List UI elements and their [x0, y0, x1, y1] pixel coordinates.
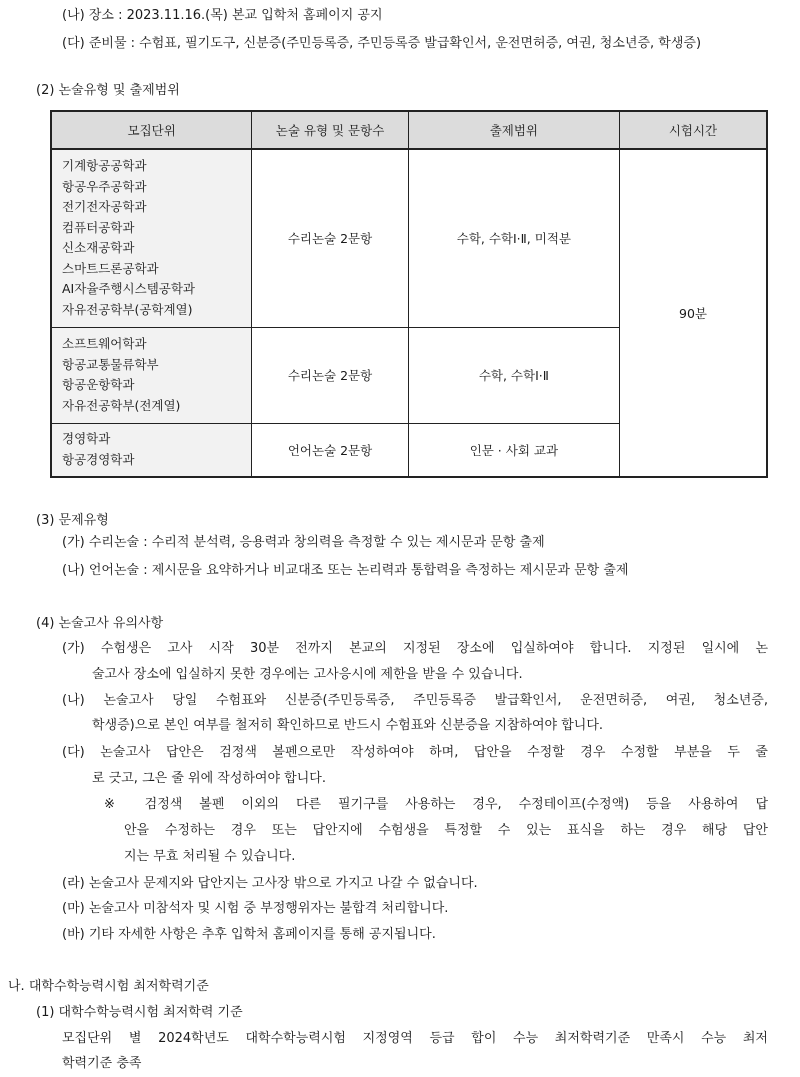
notice-da-line2: 로 긋고, 그은 줄 위에 작성하여야 합니다.	[92, 771, 326, 786]
notice-ra: (라) 논술고사 문제지와 답안지는 고사장 밖으로 가지고 나갈 수 없습니다.	[62, 876, 478, 891]
notice-ga-line2: 술고사 장소에 입실하지 못한 경우에는 고사응시에 제한을 받을 수 있습니다.	[92, 667, 523, 682]
notice-da-line1: (다) 논술고사 답안은 검정색 볼펜으로만 작성하여야 하며, 답안을 수정할 경우 수정할 부분을 두 줄	[62, 745, 768, 760]
notice-na-line2: 학생증)으로 본인 여부를 철저히 확인하므로 반드시 수험표와 신분증을 지참하여야 합니다.	[92, 718, 604, 733]
unit-item: AI자율주행시스템공학과	[62, 281, 195, 297]
unit-item: 기계항공공학과	[62, 158, 147, 174]
question-type-math: (가) 수리논술 : 수리적 분석력, 응용력과 창의력을 측정할 수 있는 제시문과 문항 출제	[62, 535, 545, 550]
notice-na-line1: (나) 논술고사 당일 수험표와 신분증(주민등록증, 주민등록증 발급확인서, 운전면허증, 여권, 청소년증,	[62, 693, 768, 708]
unit-item: 항공우주공학과	[62, 178, 147, 194]
unit-item: 소프트웨어학과	[62, 336, 147, 351]
section-4-heading: (4) 논술고사 유의사항	[36, 616, 164, 631]
essay-type-cell: 언어논술 2문항	[252, 423, 408, 477]
exam-supplies-line: (다) 준비물 : 수험표, 필기도구, 신분증(주민등록증, 주민등록증 발급확인서, 운전면허증, 여권, 청소년증, 학생증)	[62, 36, 702, 51]
scope-cell: 수학, 수학Ⅰ·Ⅱ, 미적분	[408, 149, 619, 327]
table-row	[51, 149, 767, 327]
unit-list-business	[51, 423, 252, 477]
question-type-language: (나) 언어논술 : 제시문을 요약하거나 비교대조 또는 논리력과 통합력을 측정하는 제시문과 문항 출제	[62, 563, 629, 578]
notice-note-line3: 지는 무효 처리될 수 있습니다.	[124, 849, 296, 864]
essay-type-table	[50, 110, 768, 478]
header-type: 논술 유형 및 문항수	[252, 111, 408, 149]
unit-item: 항공운항학과	[62, 377, 135, 392]
csat-body-line2: 학력기준 충족	[62, 1056, 142, 1071]
unit-item: 자유전공학부(공학계열)	[62, 301, 193, 317]
unit-item: 경영학과	[62, 431, 111, 447]
header-unit: 모집단위	[51, 111, 252, 149]
notice-ma: (마) 논술고사 미참석자 및 시험 중 부정행위자는 불합격 처리합니다.	[62, 901, 449, 916]
csat-subheading: (1) 대학수학능력시험 최저학력 기준	[36, 1005, 243, 1020]
unit-item: 신소재공학과	[62, 240, 135, 256]
section-3-heading: (3) 문제유형	[36, 513, 109, 528]
header-scope: 출제범위	[408, 111, 619, 149]
unit-list-engineering	[51, 149, 252, 327]
unit-item: 스마트드론공학과	[62, 260, 159, 276]
unit-item: 항공교통물류학부	[62, 356, 159, 372]
scope-cell: 인문 · 사회 교과	[408, 423, 619, 477]
unit-item: 자유전공학부(전계열)	[62, 397, 181, 413]
exam-place-line: (나) 장소 : 2023.11.16.(목) 본교 입학처 홈페이지 공지	[62, 8, 383, 23]
scope-cell: 수학, 수학Ⅰ·Ⅱ	[408, 327, 619, 423]
header-time: 시험시간	[619, 111, 767, 149]
exam-time-cell: 90분	[619, 149, 767, 477]
notice-ga-line1: (가) 수험생은 고사 시작 30분 전까지 본교의 지정된 장소에 입실하여야 합니다. 지정된 일시에 논	[62, 641, 768, 656]
essay-type-cell: 수리논술 2문항	[252, 149, 408, 327]
notice-ba: (바) 기타 자세한 사항은 추후 입학처 홈페이지를 통해 공지됩니다.	[62, 927, 436, 942]
csat-body-line1: 모집단위 별 2024학년도 대학수학능력시험 지정영역 등급 합이 수능 최저학력기준 만족시 수능 최저	[62, 1031, 768, 1046]
unit-list-software	[51, 327, 252, 423]
essay-type-cell: 수리논술 2문항	[252, 327, 408, 423]
unit-item: 컴퓨터공학과	[62, 219, 135, 235]
notice-note-line2: 안을 수정하는 경우 또는 답안지에 수험생을 특정할 수 있는 표식을 하는 경우 해당 답안	[124, 823, 768, 838]
unit-item: 항공경영학과	[62, 451, 135, 467]
table-header-row	[51, 111, 767, 149]
section-na-heading: 나. 대학수학능력시험 최저학력기준	[8, 979, 209, 994]
section-2-heading: (2) 논술유형 및 출제범위	[36, 83, 180, 98]
unit-item: 전기전자공학과	[62, 199, 147, 215]
notice-note-line1: ※ 검정색 볼펜 이외의 다른 필기구를 사용하는 경우, 수정테이프(수정액) 등을 사용하여 답	[104, 797, 768, 812]
